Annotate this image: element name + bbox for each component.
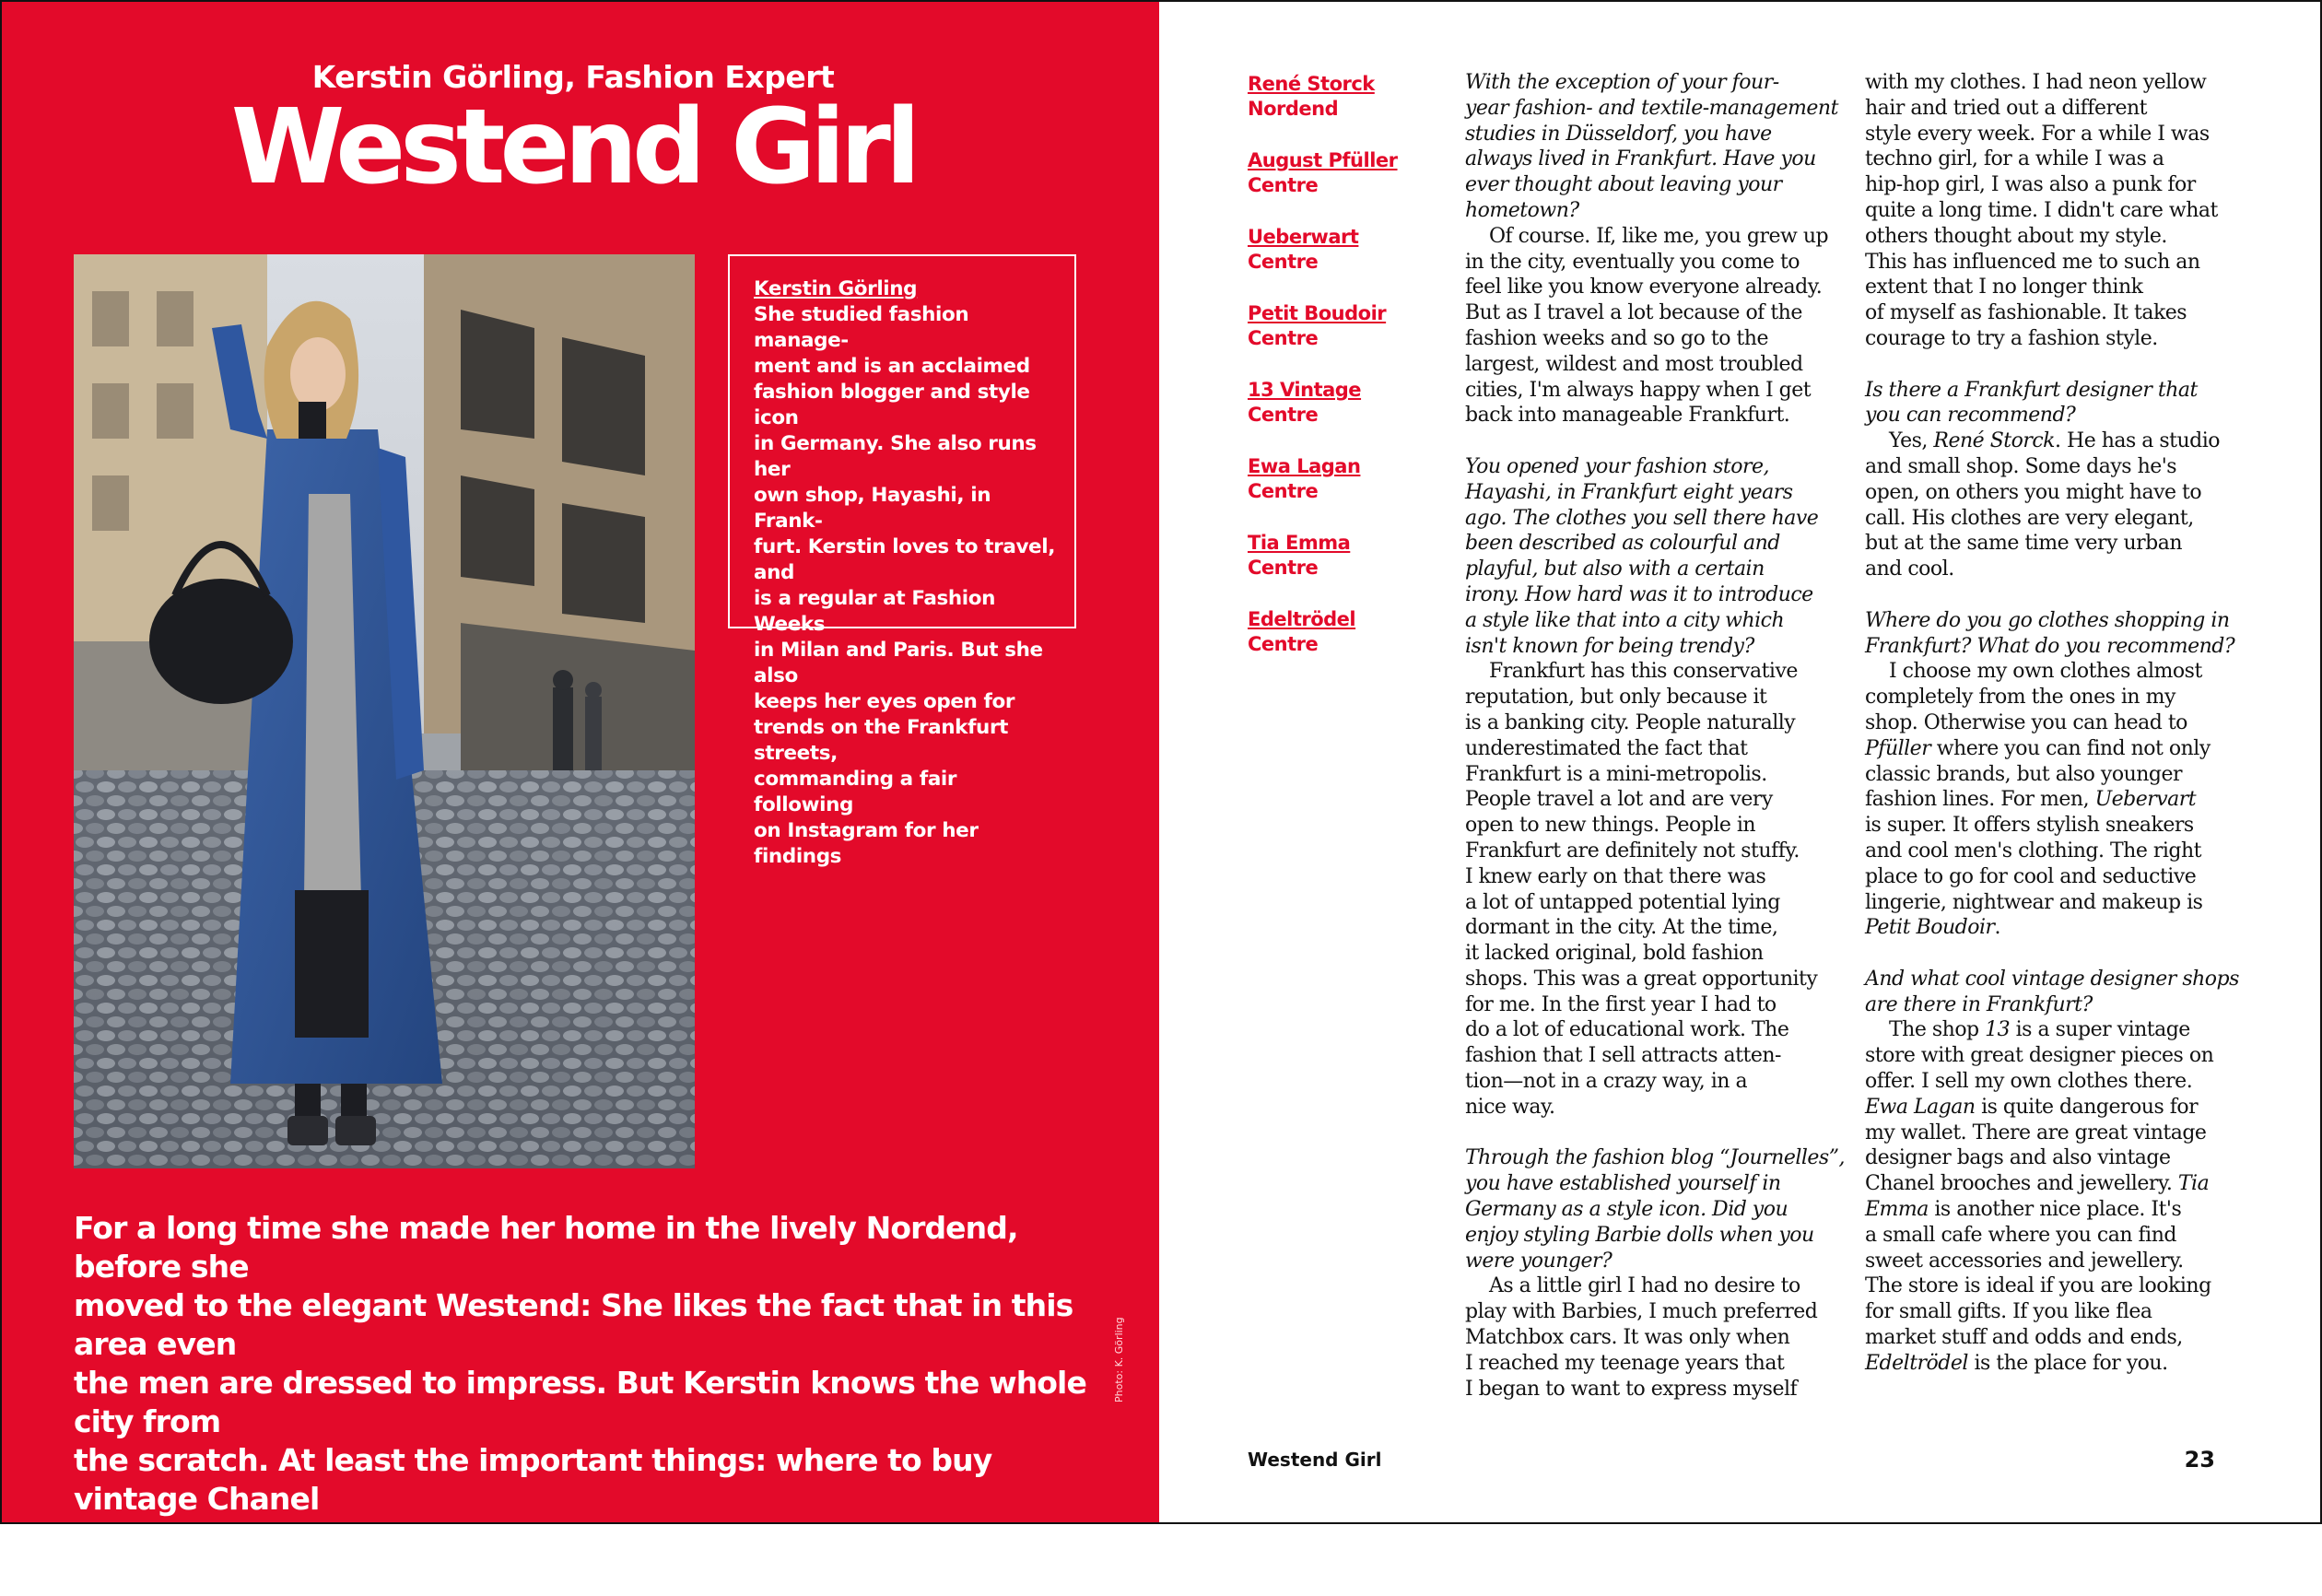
text-line: you have established yourself in xyxy=(1465,1172,1781,1196)
text-line: classic brands, but also younger xyxy=(1865,762,2183,786)
text-line: I began to want to express myself xyxy=(1465,1377,1798,1401)
text-line: You opened your fashion store, xyxy=(1465,454,1770,478)
text-line: Ewa Lagan is quite dangerous for xyxy=(1865,1095,2199,1119)
text-line: and cool. xyxy=(1865,557,1954,581)
text-line: a style like that into a city which xyxy=(1465,608,1785,632)
text-line: cities, I'm always happy when I get xyxy=(1465,378,1812,402)
shop-district: Centre xyxy=(1248,404,1319,426)
text-line: fashion that I sell attracts atten- xyxy=(1465,1044,1781,1068)
text-line: techno girl, for a while I was a xyxy=(1865,147,2164,171)
answer xyxy=(1865,1017,2245,1376)
text-line: ever thought about leaving your xyxy=(1465,173,1782,197)
text-line: Pfüller where you can find not only xyxy=(1865,736,2211,760)
shop-entry[interactable] xyxy=(1248,225,1432,275)
text-line: with my clothes. I had neon yellow xyxy=(1865,71,2207,94)
text-line: isn't known for being trendy? xyxy=(1465,634,1754,658)
shop-district: Centre xyxy=(1248,633,1319,655)
text-line: largest, wildest and most troubled xyxy=(1465,352,1803,376)
text-line: for small gifts. If you like flea xyxy=(1865,1300,2152,1324)
shop-entry[interactable] xyxy=(1248,301,1432,351)
shop-district: Nordend xyxy=(1248,98,1339,120)
text-line: As a little girl I had no desire to xyxy=(1489,1274,1800,1298)
shop-entry[interactable] xyxy=(1248,378,1432,428)
text-line: place to go for cool and seductive xyxy=(1865,864,2197,888)
text-line: Frankfurt? What do you recommend? xyxy=(1865,634,2235,658)
text-line: hair and tried out a different xyxy=(1865,96,2148,120)
shop-entry[interactable] xyxy=(1248,148,1432,198)
bio-line: ment and is an acclaimed xyxy=(754,355,1030,378)
text-line: of myself as fashionable. It takes xyxy=(1865,301,2187,325)
text-line: The store is ideal if you are looking xyxy=(1865,1274,2211,1298)
bio-box xyxy=(728,254,1076,868)
text-line: Emma is another nice place. It's xyxy=(1865,1198,2182,1222)
bio-line: own shop, Hayashi, in Frank- xyxy=(754,484,991,533)
text-line: With the exception of your four- xyxy=(1465,71,1779,94)
text-line: Matchbox cars. It was only when xyxy=(1465,1326,1790,1350)
text-line: market stuff and odds and ends, xyxy=(1865,1326,2183,1350)
article-headline: Westend Girl xyxy=(230,88,916,207)
text-line: Petit Boudoir. xyxy=(1865,916,2001,940)
text-line: others thought about my style. xyxy=(1865,224,2167,248)
photo-credit: Photo: K. Görling xyxy=(1113,1317,1125,1402)
text-line: tion—not in a crazy way, in a xyxy=(1465,1070,1748,1094)
question xyxy=(1865,608,2245,660)
text-line: always lived in Frankfurt. Have you xyxy=(1465,147,1816,171)
text-line: designer bags and also vintage xyxy=(1865,1146,2171,1170)
text-line: reputation, but only because it xyxy=(1465,686,1767,710)
text-line: I choose my own clothes almost xyxy=(1889,660,2202,684)
shop-name[interactable]: René Storck xyxy=(1248,73,1375,95)
text-line: And what cool vintage designer shops xyxy=(1865,967,2239,991)
text-line: extent that I no longer think xyxy=(1865,276,2143,299)
lead-paragraph xyxy=(74,1209,1096,1596)
text-line: courage to try a fashion style. xyxy=(1865,326,2158,350)
bio-line: is a regular at Fashion Weeks xyxy=(754,587,996,636)
bio-line: She studied fashion manage- xyxy=(754,303,969,352)
lead-line: the men are dressed to impress. But Kerstin knows the whole city from xyxy=(74,1365,1086,1439)
text-line: Of course. If, like me, you grew up xyxy=(1489,224,1829,248)
text-line: Frankfurt are definitely not stuffy. xyxy=(1465,839,1800,863)
shop-name[interactable]: 13 Vintage xyxy=(1248,379,1362,401)
text-line: you can recommend? xyxy=(1865,404,2076,428)
text-line: hometown? xyxy=(1465,198,1579,222)
text-line: shop. Otherwise you can head to xyxy=(1865,710,2187,734)
text-line: I reached my teenage years that xyxy=(1465,1351,1785,1375)
text-line: ago. The clothes you sell there have xyxy=(1465,506,1819,530)
text-line: lingerie, nightwear and makeup is xyxy=(1865,890,2203,914)
shop-district: Centre xyxy=(1248,327,1319,349)
bio-line: trends on the Frankfurt streets, xyxy=(754,716,1009,765)
text-line: quite a long time. I didn't care what xyxy=(1865,198,2218,222)
text-line: been described as colourful and xyxy=(1465,532,1780,556)
right-page xyxy=(1159,0,2322,1524)
bio-line: in Milan and Paris. But she also xyxy=(754,639,1043,687)
text-line: is a banking city. People naturally xyxy=(1465,710,1796,734)
bio-line: fashion blogger and style icon xyxy=(754,381,1030,429)
text-line: and small shop. Some days he's xyxy=(1865,454,2177,478)
interview-column-1 xyxy=(1465,70,1845,1402)
question xyxy=(1465,454,1845,659)
text-line: enjoy styling Barbie dolls when you xyxy=(1465,1223,1814,1247)
shop-name[interactable]: August Pfüller xyxy=(1248,149,1398,171)
text-line: Yes, René Storck. He has a studio xyxy=(1889,429,2221,453)
text-line: were younger? xyxy=(1465,1249,1612,1273)
text-line: hip-hop girl, I was also a punk for xyxy=(1865,173,2196,197)
text-line: Hayashi, in Frankfurt eight years xyxy=(1465,480,1793,504)
answer xyxy=(1465,224,1845,428)
shop-entry[interactable] xyxy=(1248,607,1432,657)
answer xyxy=(1465,1273,1845,1402)
text-line: call. His clothes are very elegant, xyxy=(1865,506,2194,530)
text-line: Chanel brooches and jewellery. Tia xyxy=(1865,1172,2210,1196)
designer-name: René Storck xyxy=(1933,429,2056,453)
portrait-photo xyxy=(74,254,695,1168)
text-line: Is there a Frankfurt designer that xyxy=(1865,378,2198,402)
text-line: for me. In the first year I had to xyxy=(1465,992,1777,1016)
text-line: underestimated the fact that xyxy=(1465,736,1748,760)
bio-line: on Instagram for her findings xyxy=(754,819,979,868)
bio-line: in Germany. She also runs her xyxy=(754,432,1037,481)
text-line: completely from the ones in my xyxy=(1865,686,2175,710)
text-line: The shop 13 is a super vintage xyxy=(1889,1018,2190,1042)
text-line: shops. This was a great opportunity xyxy=(1465,967,1818,991)
shop-district: Centre xyxy=(1248,480,1319,502)
text-line: is super. It offers stylish sneakers xyxy=(1865,814,2194,838)
text-line: in the city, eventually you come to xyxy=(1465,250,1800,274)
text-line: People travel a lot and are very xyxy=(1465,788,1773,812)
page-number: 23 xyxy=(2184,1447,2215,1473)
bio-name: Kerstin Görling xyxy=(754,277,918,300)
lead-line: brooches or how to find the hidden Italian with homemade pasta xyxy=(74,1520,1038,1594)
shop-entry[interactable] xyxy=(1248,72,1432,122)
bio-line: keeps her eyes open for xyxy=(754,690,1015,713)
shop-name[interactable]: Tia Emma xyxy=(1248,532,1351,554)
text-line: it lacked original, bold fashion xyxy=(1465,942,1764,966)
shop-name[interactable]: Petit Boudoir xyxy=(1248,302,1387,324)
running-footer: Westend Girl xyxy=(1248,1449,1382,1471)
text-line: But as I travel a lot because of the xyxy=(1465,301,1802,325)
left-page xyxy=(0,0,1159,1594)
article-kicker: Kerstin Görling, Fashion Expert xyxy=(311,59,835,95)
question xyxy=(1865,967,2245,1018)
text-line: Frankfurt has this conservative xyxy=(1489,660,1798,684)
text-line: open to new things. People in xyxy=(1465,814,1756,838)
shop-entry[interactable] xyxy=(1248,454,1432,504)
text-line: back into manageable Frankfurt. xyxy=(1465,404,1790,428)
text-line: I knew early on that there was xyxy=(1465,864,1766,888)
text-line: are there in Frankfurt? xyxy=(1865,992,2093,1016)
text-line: but at the same time very urban xyxy=(1865,532,2183,556)
text-line: a small cafe where you can find xyxy=(1865,1223,2176,1247)
question xyxy=(1465,1145,1845,1273)
shop-name[interactable]: Ueberwart xyxy=(1248,226,1359,248)
text-line: Through the fashion blog “Journelles”, xyxy=(1465,1146,1845,1170)
shop-name[interactable]: Ewa Lagan xyxy=(1248,455,1361,477)
text-line: year fashion- and textile-management xyxy=(1465,96,1838,120)
text-line: Edeltrödel is the place for you. xyxy=(1865,1351,2168,1375)
text-line: dormant in the city. At the time, xyxy=(1465,916,1778,940)
text-line: fashion lines. For men, Uebervart xyxy=(1865,788,2197,812)
shop-list xyxy=(1248,72,1432,684)
text-line: open, on others you might have to xyxy=(1865,480,2202,504)
text-line: feel like you know everyone already. xyxy=(1465,276,1823,299)
text-line: my wallet. There are great vintage xyxy=(1865,1121,2207,1144)
shop-district: Centre xyxy=(1248,174,1319,196)
question xyxy=(1465,70,1845,224)
text-line: nice way. xyxy=(1465,1095,1555,1119)
text-line: and cool men's clothing. The right xyxy=(1865,839,2201,863)
text-line: sweet accessories and jewellery. xyxy=(1865,1249,2184,1273)
text-line: fashion weeks and so go to the xyxy=(1465,326,1768,350)
answer xyxy=(1865,70,2245,352)
text-line: Where do you go clothes shopping in xyxy=(1865,608,2230,632)
text-line: playful, but also with a certain xyxy=(1465,557,1765,581)
answer xyxy=(1465,659,1845,1120)
answer xyxy=(1865,428,2245,582)
text-line: This has influenced me to such an xyxy=(1865,250,2200,274)
text-line: a lot of untapped potential lying xyxy=(1465,890,1780,914)
text-line: style every week. For a while I was xyxy=(1865,122,2210,146)
bio-line: commanding a fair following xyxy=(754,768,957,816)
text-line: do a lot of educational work. The xyxy=(1465,1018,1789,1042)
lead-line: moved to the elegant Westend: She likes the fact that in this area even xyxy=(74,1287,1073,1362)
bio-line: furt. Kerstin loves to travel, and xyxy=(754,535,1055,584)
lead-line: For a long time she made her home in the lively Nordend, before she xyxy=(74,1210,1018,1285)
text-line: offer. I sell my own clothes there. xyxy=(1865,1070,2193,1094)
question xyxy=(1865,378,2245,429)
text-line: studies in Düsseldorf, you have xyxy=(1465,122,1772,146)
answer xyxy=(1865,659,2245,941)
text-line: store with great designer pieces on xyxy=(1865,1044,2214,1068)
text-line: play with Barbies, I much preferred xyxy=(1465,1300,1818,1324)
text-line: Frankfurt is a mini-metropolis. xyxy=(1465,762,1767,786)
text-line: Germany as a style icon. Did you xyxy=(1465,1198,1788,1222)
interview-column-2 xyxy=(1865,70,2245,1377)
shop-entry[interactable] xyxy=(1248,531,1432,581)
shop-name[interactable]: Edeltrödel xyxy=(1248,608,1356,630)
shop-district: Centre xyxy=(1248,557,1319,579)
shop-district: Centre xyxy=(1248,251,1319,273)
lead-line: the scratch. At least the important things: where to buy vintage Chanel xyxy=(74,1442,992,1517)
text-line: irony. How hard was it to introduce xyxy=(1465,582,1813,606)
